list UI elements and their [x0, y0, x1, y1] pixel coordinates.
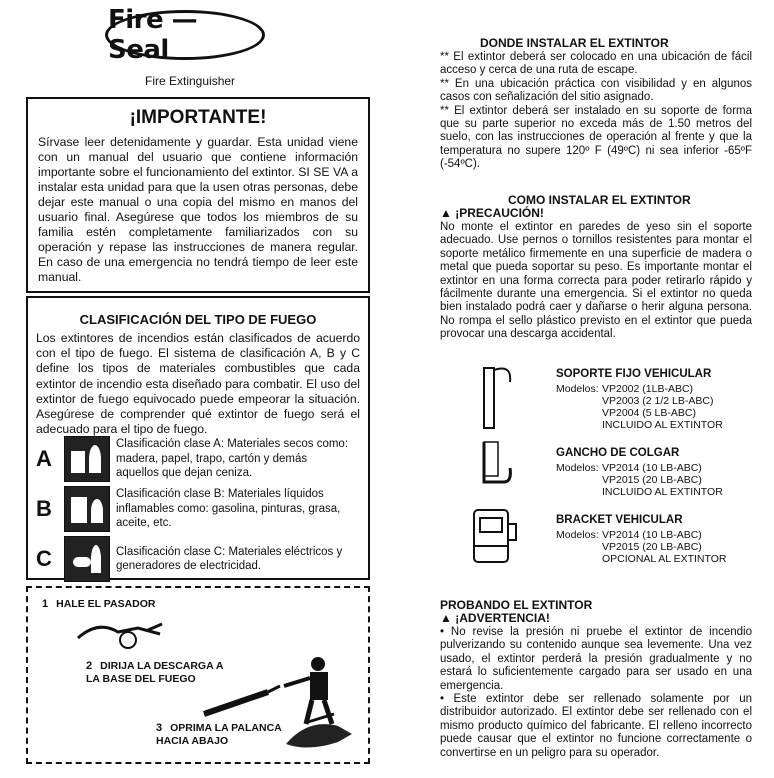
where-p3: ** El extintor deberá ser instalado en su soporte de forma que su parte superior no exceda más de 1.50 metros del suelo, con las instrucciones de operación al frente y que la temperatura no supere 120º F (49ºC) ni sea inferior -65ºF (-54ºC). — [440, 104, 752, 171]
product-name: SOPORTE FIJO VEHICULAR — [556, 368, 712, 380]
class-letter: C — [36, 546, 52, 571]
models-label: Modelos: — [556, 383, 599, 395]
product-bracket — [556, 514, 726, 565]
model-line: INCLUIDO AL EXTINTOR — [602, 486, 723, 498]
class-text: Clasificación clase A: Materiales secos como: madera, papel, trapo, cartón y demás aquellos que dejan ceniza. — [116, 438, 349, 480]
how-title: COMO INSTALAR EL EXTINTOR — [508, 193, 691, 207]
step-2: 2 DIRIJA LA DESCARGA A LA BASE DEL FUEGO — [86, 660, 224, 685]
where-p2: ** En una ubicación práctica con visibilidad y en algunos casos con señalización del sitio asignado. — [440, 77, 752, 104]
logo-text: Fire — Seal — [108, 5, 198, 65]
class-letter: B — [36, 496, 52, 521]
class-c-icon — [64, 536, 110, 582]
important-box — [26, 97, 370, 293]
step-3: 3 OPRIMA LA PALANCA HACIA ABAJO — [156, 722, 282, 747]
warning-triangle-icon: ▲ — [440, 206, 452, 220]
class-b-icon — [64, 486, 110, 532]
models-label: Modelos: — [556, 462, 599, 474]
class-a-row — [36, 436, 348, 482]
subtitle: Fire Extinguisher — [145, 74, 236, 88]
model-line: OPCIONAL AL EXTINTOR — [602, 553, 727, 565]
where-body — [440, 51, 752, 172]
vehicle-bracket-illustration — [472, 360, 520, 432]
class-letter: A — [36, 446, 52, 471]
where-title: DONDE INSTALAR EL EXTINTOR — [480, 36, 669, 50]
product-gancho — [556, 447, 723, 498]
model-line: VP2004 (5 LB-ABC) — [602, 407, 696, 419]
vehicle-bracket-large-illustration — [468, 506, 518, 570]
class-b-row — [36, 486, 348, 532]
testing-title: PROBANDO EL EXTINTOR — [440, 598, 593, 612]
class-text: Clasificación clase B: Materiales líquidos inflamables como: gasolina, pinturas, grasa, aceite, etc. — [116, 488, 341, 530]
usage-steps-box — [26, 586, 370, 764]
models-label: Modelos: — [556, 529, 599, 541]
class-a-icon — [64, 436, 110, 482]
class-c-row — [36, 536, 348, 582]
classification-box — [26, 296, 370, 580]
model-line: VP2015 (20 LB-ABC) — [602, 541, 702, 553]
important-body: Sírvase leer detenidamente y guardar. Esta unidad viene con un manual del usuario que contiene información importante sobre el funcionamiento del extintor. SI SE VA a instalar esta unidad para que la usen otras personas, debe dejar este manual o una copia del mismo en manos del usuario final. Asegúrese que todos los miembros de su familia estén completamente familiarizados con su operación y repase las instrucciones de manera regular. En caso de una emergencia no tendrá tiempo de leer este manual. — [38, 135, 358, 284]
pull-pin-illustration — [68, 614, 168, 656]
testing-body — [440, 626, 752, 760]
how-body: No monte el extintor en paredes de yeso sin el soporte adecuado. Use pernos o tornillos resistentes para montar el soporte metálico firmemente en una superficie de madera o metal que pueda soportar su peso. Es importante montar el extintor en una forma correcta para poder retirarlo rápido y fácilmente durante una emergencia. Si el extintor no queda bien instalado podrá caer y dañarse o herir alguna persona. No rompa el sello plástico previsto en el extintor que pueda provocar una descarga accidental. — [440, 221, 752, 341]
model-line: VP2002 (1LB-ABC) — [602, 383, 694, 395]
hanging-hook-illustration — [476, 438, 516, 490]
precaution-heading: ▲ ¡PRECAUCIÓN! — [440, 206, 544, 220]
fire-seal-logo — [105, 5, 265, 65]
model-line: INCLUIDO AL EXTINTOR — [602, 419, 723, 431]
model-line: VP2015 (20 LB-ABC) — [602, 474, 702, 486]
important-title: ¡IMPORTANTE! — [129, 107, 267, 128]
testing-p1: • No revise la presión ni pruebe el extintor de incendio pulverizando su contenido aunque sea levemente. Una vez usado, el extintor perderá la presión gradualmente y no estará lo suficientemente cargado para ser usado en una emergencia. — [440, 626, 752, 692]
testing-p2: • Este extintor debe ser rellenado solamente por un distribuidor autorizado. El extintor debe ser rellenado con el mismo producto químico del fabricante. El relleno incorrecto puede causar que el extintor no funcione correctamente o convertirse en un peligro para su operador. — [440, 693, 752, 759]
where-p1: ** El extintor deberá ser colocado en una ubicación de fácil acceso y cerca de una ruta de escape. — [440, 51, 752, 77]
step-1: 1 HALE EL PASADOR — [42, 598, 156, 610]
model-line: VP2014 (10 LB-ABC) — [602, 529, 702, 541]
product-soporte — [556, 368, 723, 431]
warning-heading: ▲ ¡ADVERTENCIA! — [440, 611, 550, 625]
classification-title: CLASIFICACIÓN DEL TIPO DE FUEGO — [79, 312, 317, 327]
warning-triangle-icon: ▲ — [440, 611, 452, 625]
product-name: BRACKET VEHICULAR — [556, 514, 683, 526]
product-name: GANCHO DE COLGAR — [556, 447, 680, 459]
model-line: VP2014 (10 LB-ABC) — [602, 462, 702, 474]
model-line: VP2003 (2 1/2 LB-ABC) — [602, 395, 714, 407]
class-text: Clasificación clase C: Materiales eléctricos y generadores de electricidad. — [116, 545, 343, 572]
classification-intro: Los extintores de incendios están clasificados de acuerdo con el tipo de fuego. El sistema de clasificación A, B y C define los tipos de materiales combustibles que cada extintor de incendio esta diseñado para combatir. El uso del extintor de fuego equivocado puede empeorar la situación. Asegúrese de comprender qué extintor de fuego será el adecuado para el tipo de fuego. — [36, 331, 360, 437]
press-lever-illustration — [278, 708, 358, 758]
